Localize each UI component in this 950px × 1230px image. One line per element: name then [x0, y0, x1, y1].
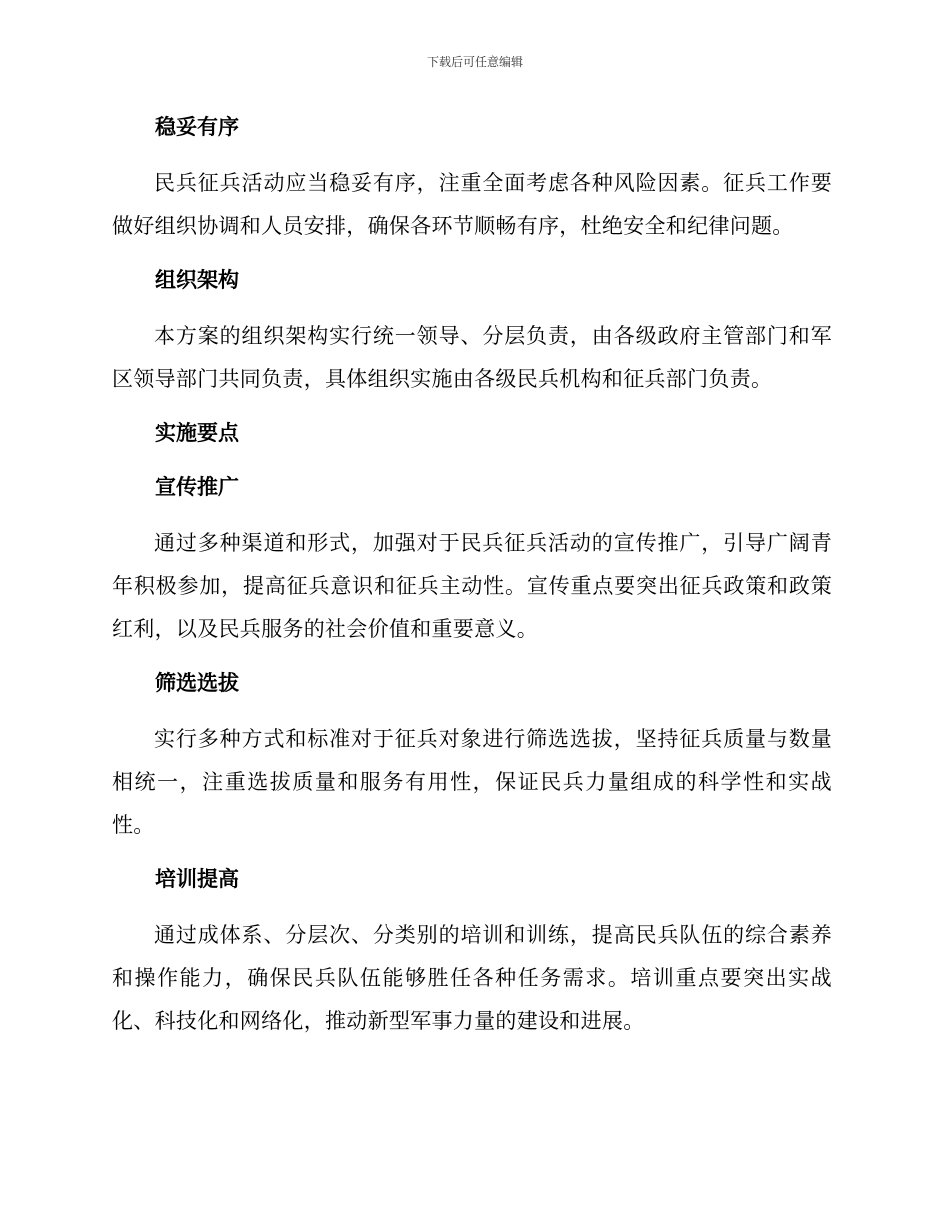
section-paragraph-organization: 本方案的组织架构实行统一领导、分层负责，由各级政府主管部门和军区领导部门共同负责，具体组织实施由各级民兵机构和征兵部门负责。: [112, 324, 832, 391]
section-paragraph-stable-order: 民兵征兵活动应当稳妥有序，注重全面考虑各种风险因素。征兵工作要做好组织协调和人员安排，确保各环节顺畅有序，杜绝安全和纪律问题。: [112, 171, 832, 238]
section-heading-publicity: 宣传推广: [155, 475, 239, 499]
document-body: [112, 110, 832, 1043]
section-heading-organization: 组织架构: [155, 268, 239, 292]
section-heading-training: 培训提高: [155, 867, 239, 891]
section-heading-implementation: 实施要点: [155, 421, 239, 445]
section-heading-stable-order: 稳妥有序: [155, 115, 239, 139]
section-heading-selection: 筛选选拔: [155, 671, 239, 695]
section-paragraph-publicity: 通过多种渠道和形式，加强对于民兵征兵活动的宣传推广，引导广阔青年积极参加，提高征兵意识和征兵主动性。宣传重点要突出征兵政策和政策红利，以及民兵服务的社会价值和重要意义。: [112, 531, 832, 641]
page-header-note: 下载后可任意编辑: [426, 55, 523, 69]
section-paragraph-training: 通过成体系、分层次、分类别的培训和训练，提高民兵队伍的综合素养和操作能力，确保民兵队伍能够胜任各种任务需求。培训重点要突出实战化、科技化和网络化，推动新型军事力量的建设和进展。: [112, 923, 832, 1033]
section-paragraph-selection: 实行多种方式和标准对于征兵对象进行筛选选拔，坚持征兵质量与数量相统一，注重选拔质量和服务有用性，保证民兵力量组成的科学性和实战性。: [112, 727, 832, 837]
